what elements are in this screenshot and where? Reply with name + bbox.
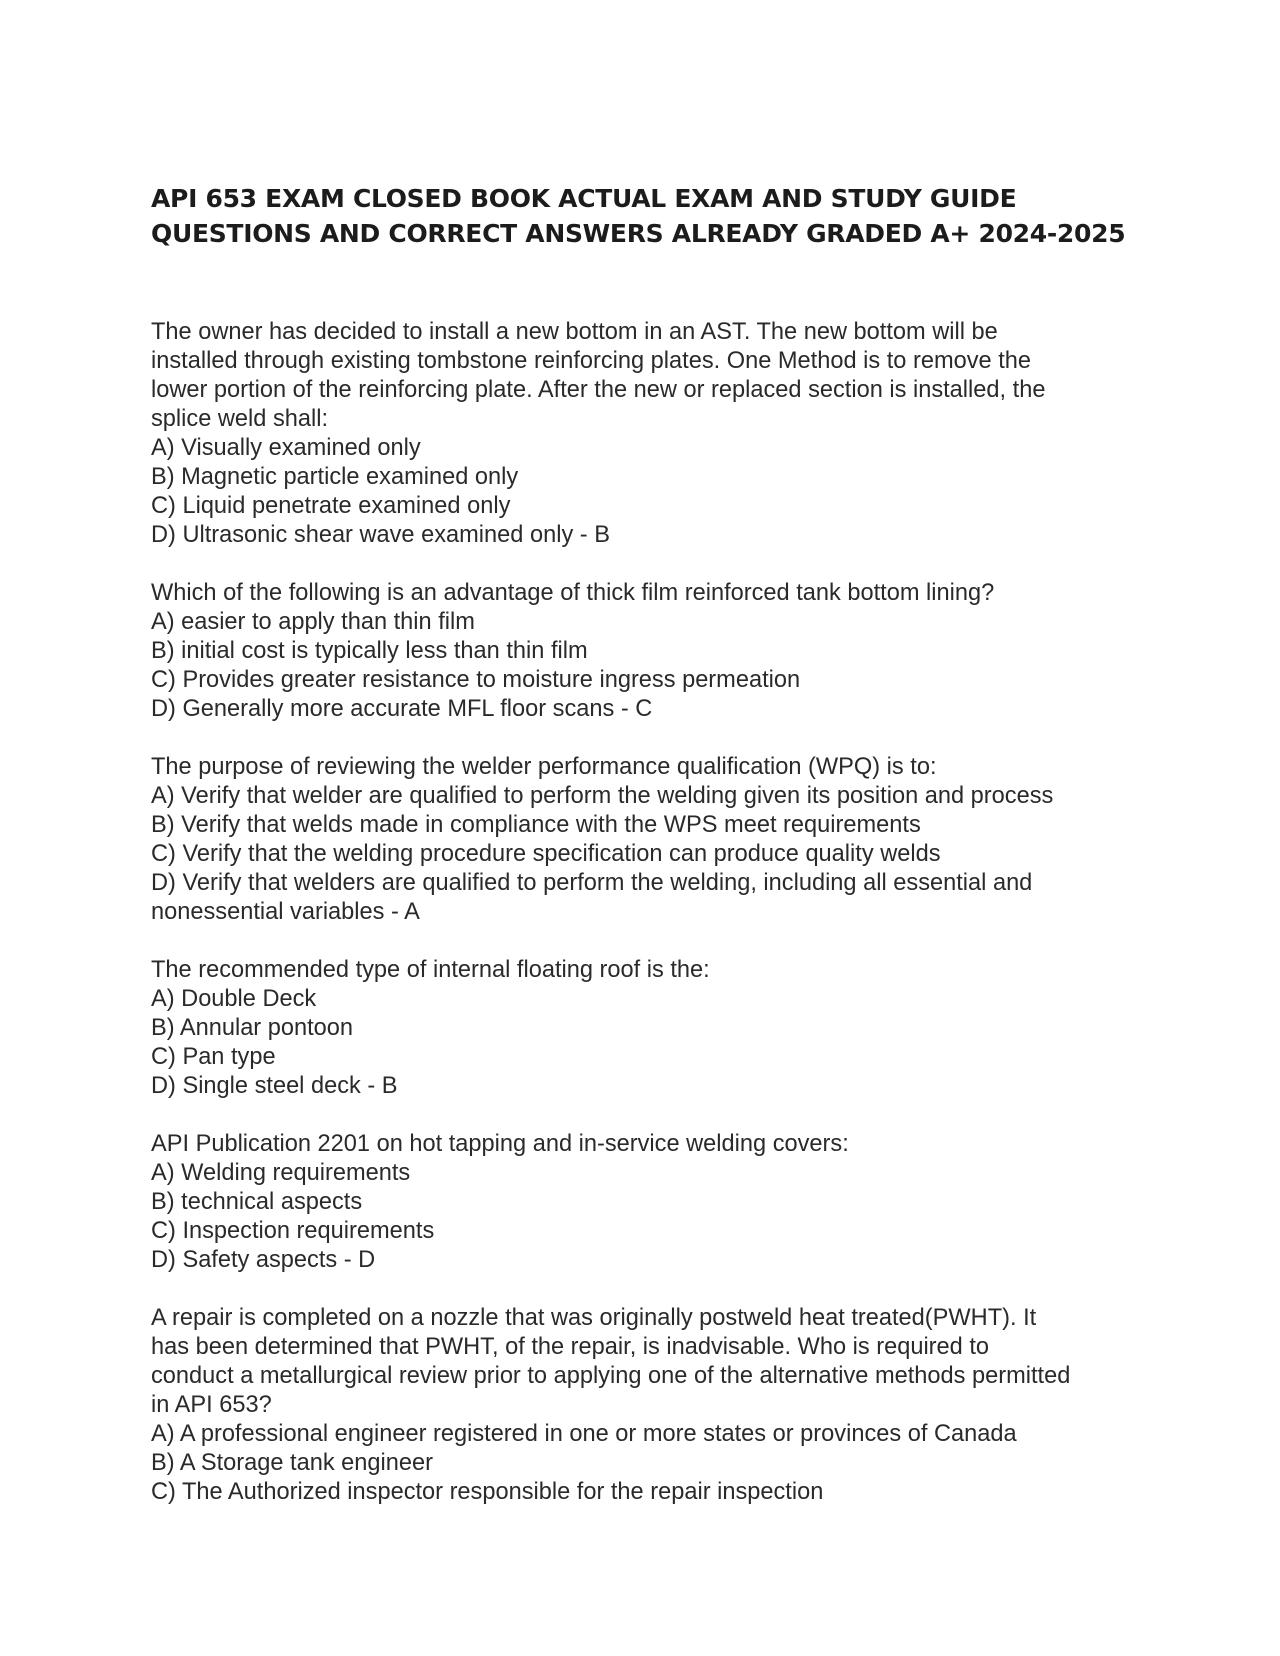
question-line: B) technical aspects xyxy=(151,1189,363,1215)
question-block xyxy=(151,956,1151,1101)
question-line: C) Verify that the welding procedure specification can produce quality welds xyxy=(151,841,941,867)
question-text: API Publication 2201 on hot tapping and in-service welding covers: xyxy=(151,1131,849,1157)
question-line: has been determined that PWHT, of the repair, is inadvisable. Who is required to xyxy=(151,1334,990,1360)
question-line: C) Liquid penetrate examined only xyxy=(151,493,511,519)
document-page xyxy=(151,181,1151,1536)
question-line: C) Pan type xyxy=(151,1044,276,1070)
question-line: conduct a metallurgical review prior to applying one of the alternative methods permitted xyxy=(151,1363,1071,1389)
question-line: in API 653? xyxy=(151,1392,272,1418)
question-line: D) Ultrasonic shear wave examined only - B xyxy=(151,522,610,548)
question-line: A) A professional engineer registered in one or more states or provinces of Canada xyxy=(151,1421,1017,1447)
question-line: C) Provides greater resistance to moisture ingress permeation xyxy=(151,667,801,693)
question-line: A) Visually examined only xyxy=(151,435,421,461)
question-line: nonessential variables - A xyxy=(151,899,420,925)
question-line: lower portion of the reinforcing plate. After the new or replaced section is installed, the xyxy=(151,377,1046,403)
question-line: B) Verify that welds made in compliance with the WPS meet requirements xyxy=(151,812,921,838)
question-text: The owner has decided to install a new bottom in an AST. The new bottom will be xyxy=(151,319,998,345)
question-line: splice weld shall: xyxy=(151,406,329,432)
question-line: A) Double Deck xyxy=(151,986,317,1012)
document-title xyxy=(151,181,1151,251)
question-block xyxy=(151,318,1151,550)
question-text: Which of the following is an advantage of thick film reinforced tank bottom lining? xyxy=(151,580,995,606)
question-line: D) Single steel deck - B xyxy=(151,1073,398,1099)
question-line: D) Generally more accurate MFL floor scans - C xyxy=(151,696,653,722)
question-line: installed through existing tombstone reinforcing plates. One Method is to remove the xyxy=(151,348,1032,374)
question-line: A) easier to apply than thin film xyxy=(151,609,475,635)
question-text: The purpose of reviewing the welder performance qualification (WPQ) is to: xyxy=(151,754,937,780)
question-block xyxy=(151,579,1151,724)
question-text: A repair is completed on a nozzle that was originally postweld heat treated(PWHT). It xyxy=(151,1305,1037,1331)
question-line: B) Magnetic particle examined only xyxy=(151,464,519,490)
question-line: A) Welding requirements xyxy=(151,1160,411,1186)
question-line: D) Safety aspects - D xyxy=(151,1247,376,1273)
question-line: B) Annular pontoon xyxy=(151,1015,354,1041)
title-line-2: QUESTIONS AND CORRECT ANSWERS ALREADY GRADED A+ 2024-2025 xyxy=(151,219,1126,248)
question-line: D) Verify that welders are qualified to perform the welding, including all essential and xyxy=(151,870,1033,896)
title-line-1: API 653 EXAM CLOSED BOOK ACTUAL EXAM AND STUDY GUIDE xyxy=(151,184,1017,213)
question-line: B) A Storage tank engineer xyxy=(151,1450,434,1476)
question-line: A) Verify that welder are qualified to perform the welding given its position and process xyxy=(151,783,1054,809)
question-block xyxy=(151,1304,1151,1507)
question-line: C) The Authorized inspector responsible for the repair inspection xyxy=(151,1479,824,1505)
question-list xyxy=(151,318,1151,1507)
question-text: The recommended type of internal floating roof is the: xyxy=(151,957,710,983)
question-block xyxy=(151,1130,1151,1275)
question-line: B) initial cost is typically less than thin film xyxy=(151,638,588,664)
question-line: C) Inspection requirements xyxy=(151,1218,435,1244)
question-block xyxy=(151,753,1151,927)
